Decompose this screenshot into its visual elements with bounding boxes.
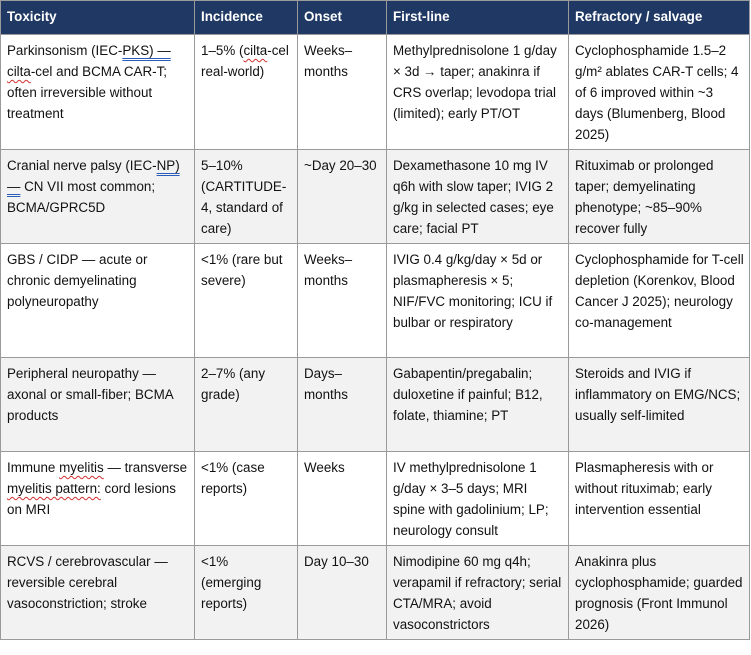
cell-toxicity: Immune myelitis — transverse myelitis pattern: cord lesions on MRI	[1, 452, 195, 546]
header-toxicity: Toxicity	[1, 1, 195, 35]
cell-refractory: Cyclophosphamide 1.5–2 g/m² ablates CAR-T cells; 4 of 6 improved within ~3 days (Blumenberg, Blood 2025)	[569, 35, 750, 150]
cell-first-line: Gabapentin/pregabalin; duloxetine if painful; B12, folate, thiamine; PT	[387, 358, 569, 452]
cell-incidence: 2–7% (any grade)	[195, 358, 298, 452]
table-row	[1, 546, 750, 640]
cell-toxicity: Peripheral neuropathy — axonal or small-fiber; BCMA products	[1, 358, 195, 452]
table-row	[1, 35, 750, 150]
cell-incidence: 5–10% (CARTITUDE-4, standard of care)	[195, 150, 298, 244]
cell-onset: Weeks–months	[298, 35, 387, 150]
cell-refractory: Anakinra plus cyclophosphamide; guarded prognosis (Front Immunol 2026)	[569, 546, 750, 640]
cell-first-line: Nimodipine 60 mg q4h; verapamil if refractory; serial CTA/MRA; avoid vasoconstrictors	[387, 546, 569, 640]
cell-toxicity: RCVS / cerebrovascular — reversible cerebral vasoconstriction; stroke	[1, 546, 195, 640]
cell-refractory: Plasmapheresis with or without rituximab; early intervention essential	[569, 452, 750, 546]
header-refractory: Refractory / salvage	[569, 1, 750, 35]
cell-first-line: IV methylprednisolone 1 g/day × 3–5 days; MRI spine with gadolinium; LP; neurology consult	[387, 452, 569, 546]
cell-first-line: Methylprednisolone 1 g/day × 3d → taper; anakinra if CRS overlap; levodopa trial (limited); early PT/OT	[387, 35, 569, 150]
header-incidence: Incidence	[195, 1, 298, 35]
cell-refractory: Steroids and IVIG if inflammatory on EMG/NCS; usually self-limited	[569, 358, 750, 452]
cell-toxicity: GBS / CIDP — acute or chronic demyelinating polyneuropathy	[1, 244, 195, 358]
header-onset: Onset	[298, 1, 387, 35]
cell-toxicity: Parkinsonism (IEC-PKS) — cilta-cel and BCMA CAR-T; often irreversible without treatment	[1, 35, 195, 150]
table-header-row	[1, 1, 750, 35]
cell-refractory: Cyclophosphamide for T-cell depletion (Korenkov, Blood Cancer J 2025); neurology co-management	[569, 244, 750, 358]
cell-onset: Weeks–months	[298, 244, 387, 358]
table-row	[1, 358, 750, 452]
cell-onset: Weeks	[298, 452, 387, 546]
cell-incidence: <1% (rare but severe)	[195, 244, 298, 358]
table-row	[1, 244, 750, 358]
cell-incidence: <1% (case reports)	[195, 452, 298, 546]
cell-incidence: <1% (emerging reports)	[195, 546, 298, 640]
cell-onset: Days–months	[298, 358, 387, 452]
table-row	[1, 150, 750, 244]
cell-refractory: Rituximab or prolonged taper; demyelinating phenotype; ~85–90% recover fully	[569, 150, 750, 244]
header-first-line: First-line	[387, 1, 569, 35]
cell-first-line: IVIG 0.4 g/kg/day × 5d or plasmapheresis × 5; NIF/FVC monitoring; ICU if bulbar or respiratory	[387, 244, 569, 358]
cell-first-line: Dexamethasone 10 mg IV q6h with slow taper; IVIG 2 g/kg in selected cases; eye care; facial PT	[387, 150, 569, 244]
cell-toxicity: Cranial nerve palsy (IEC-NP) — CN VII most common; BCMA/GPRC5D	[1, 150, 195, 244]
cell-onset: Day 10–30	[298, 546, 387, 640]
cell-onset: ~Day 20–30	[298, 150, 387, 244]
table-row	[1, 452, 750, 546]
cell-incidence: 1–5% (cilta-cel real-world)	[195, 35, 298, 150]
